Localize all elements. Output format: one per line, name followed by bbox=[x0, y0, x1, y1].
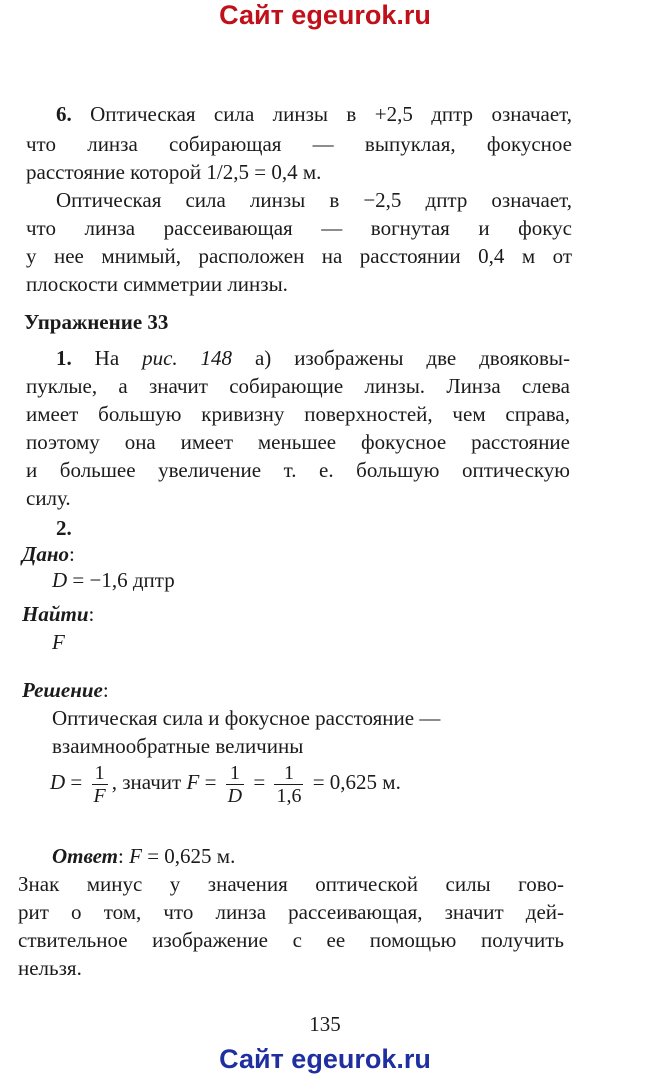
given-value: = −1,6 дптр bbox=[67, 568, 175, 592]
find-var: F bbox=[52, 630, 65, 654]
find-label: Найти bbox=[22, 602, 89, 626]
fraction-one-over-f bbox=[92, 762, 108, 807]
find-heading: Найти: bbox=[22, 602, 95, 626]
item1-number: 1. bbox=[56, 346, 72, 370]
task6-number: 6. bbox=[56, 102, 72, 126]
task6-para2-line-4: плоскости симметрии линзы. bbox=[26, 272, 288, 296]
task6-para2-line-1: Оптическая сила линзы в −2,5 дптр означает, bbox=[56, 188, 572, 212]
formula-eq1: = bbox=[65, 770, 88, 794]
note-line-3: ствительное изображение с ее помощью получить bbox=[18, 928, 564, 952]
site-watermark-bottom: Сайт egeurok.ru bbox=[219, 1044, 431, 1074]
frac1-den: F bbox=[93, 784, 106, 807]
solution-heading: Решение: bbox=[22, 678, 109, 702]
item1-line-1 bbox=[56, 344, 570, 372]
item1-line-1-rest: а) изображены две двояковы- bbox=[232, 346, 570, 370]
formula-d: D bbox=[50, 770, 66, 794]
formula bbox=[50, 757, 401, 807]
solution-line-2: взаимнообратные величины bbox=[52, 734, 304, 758]
answer-var: F bbox=[129, 844, 142, 868]
task6-line-2: что линза собирающая — выпуклая, фокусное bbox=[26, 132, 572, 156]
task6-line-1 bbox=[56, 100, 572, 128]
note-line-4: нельзя. bbox=[18, 956, 82, 980]
given-label: Дано bbox=[22, 542, 70, 566]
item1-figure-ref: рис. 148 bbox=[142, 346, 233, 370]
solution-label: Решение bbox=[22, 678, 103, 702]
task6-para2-line-3: у нее мнимый, расположен на расстоянии 0,4 м от bbox=[26, 244, 572, 268]
answer-value: = 0,625 м. bbox=[141, 844, 236, 868]
formula-f: F bbox=[186, 770, 200, 794]
formula-result: = 0,625 м. bbox=[307, 770, 401, 794]
given-line bbox=[52, 566, 175, 594]
solution-line-1: Оптическая сила и фокусное расстояние — bbox=[52, 706, 441, 730]
task6-para2-line-2: что линза рассеивающая — вогнутая и фокус bbox=[26, 216, 572, 240]
formula-mid: , значит bbox=[111, 770, 187, 794]
note-line-2: рит о том, что линза рассеивающая, значит дей- bbox=[18, 900, 564, 924]
item1-line-3: имеет большую кривизну поверхностей, чем справа, bbox=[26, 402, 570, 426]
exercise-title: Упражнение 33 bbox=[24, 310, 169, 334]
item2-number: 2. bbox=[56, 516, 72, 540]
item1-line-2: пуклые, а значит собирающие линзы. Линза слева bbox=[26, 374, 570, 398]
page-number: 135 bbox=[309, 1012, 341, 1036]
item1-line-5: и большее увеличение т. е. большую оптическую bbox=[26, 458, 570, 482]
task6-line-1-text: Оптическая сила линзы в +2,5 дптр означает, bbox=[90, 102, 573, 126]
site-watermark-top: Сайт egeurok.ru bbox=[219, 0, 431, 30]
item1-prefix: На bbox=[94, 346, 143, 370]
given-var: D bbox=[52, 568, 68, 592]
frac3-num: 1 bbox=[283, 761, 294, 784]
formula-eq2: = bbox=[199, 770, 222, 794]
given-heading: Дано: bbox=[22, 542, 75, 566]
fraction-one-over-d bbox=[226, 762, 244, 807]
fraction-one-over-1-6 bbox=[274, 762, 303, 807]
frac3-den: 1,6 bbox=[276, 784, 302, 807]
answer-line: Ответ: F = 0,625 м. bbox=[52, 844, 236, 868]
answer-label: Ответ bbox=[52, 844, 119, 868]
item1-line-4: поэтому она имеет меньшее фокусное расстояние bbox=[26, 430, 570, 454]
frac1-num: 1 bbox=[94, 761, 105, 784]
note-line-1: Знак минус у значения оптической силы гово- bbox=[18, 872, 564, 896]
item1-line-6: силу. bbox=[26, 486, 71, 510]
frac2-num: 1 bbox=[229, 761, 240, 784]
frac2-den: D bbox=[227, 784, 243, 807]
task6-line-3: расстояние которой 1/2,5 = 0,4 м. bbox=[26, 160, 322, 184]
formula-eq3: = bbox=[248, 770, 271, 794]
